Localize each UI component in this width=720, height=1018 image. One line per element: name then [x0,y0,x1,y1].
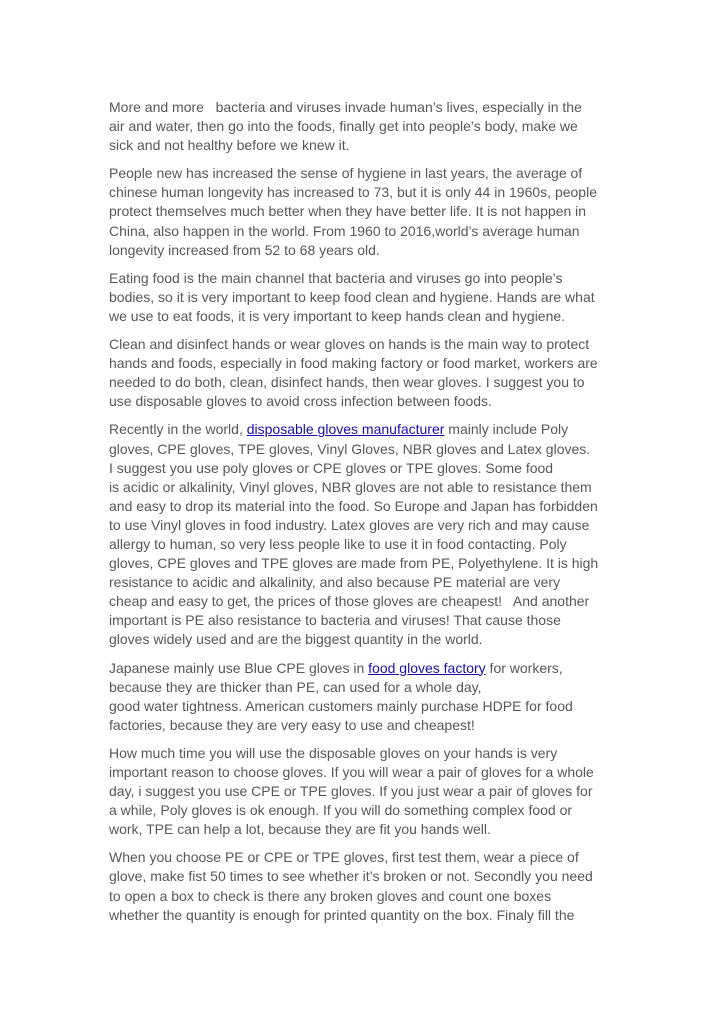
paragraph-5 [109,420,615,649]
text-line: to use Vinyl gloves in food industry. Latex gloves are very rich and may cause [109,516,590,533]
text-line: work, TPE can help a lot, because they are fit you hands well. [109,821,491,838]
text-line: use disposable gloves to avoid cross infection between foods. [109,393,492,410]
text-line: sick and not healthy before we knew it. [109,137,350,154]
text-line: is acidic or alkalinity, Vinyl gloves, NBR gloves are not able to resistance them [109,478,592,495]
text-line: protect themselves much better when they have better life. It is not happen in [109,203,587,220]
text-line: gloves widely used and are the biggest quantity in the world. [109,631,483,648]
text-line: allergy to human, so very less people like to use it in food contacting. Poly [109,535,567,552]
text-line: because they are thicker than PE, can used for a whole day, [109,678,482,695]
text-segment: Recently in the world, [109,421,247,438]
text-line-with-link [109,420,615,439]
text-line: needed to do both, clean, disinfect hands, then wear gloves. I suggest you to [109,374,585,391]
text-segment: Japanese mainly use Blue CPE gloves in [109,659,369,676]
text-segment: mainly include Poly [444,421,569,438]
text-line: Clean and disinfect hands or wear gloves on hands is the main way to protect [109,336,590,353]
text-line: hands and foods, especially in food making factory or food market, workers are [109,355,598,372]
text-line-with-link [109,659,615,678]
text-line: How much time you will use the disposable gloves on your hands is very [109,744,558,761]
text-line: resistance to acidic and alkalinity, and also because PE material are very [109,574,561,591]
text-line: to open a box to check is there any broken gloves and count one boxes [109,887,552,904]
text-line: I suggest you use poly gloves or CPE gloves or TPE gloves. Some food [109,459,554,476]
paragraph-1 [109,98,615,155]
text-line: cheap and easy to get, the prices of those gloves are cheapest! And another [109,593,590,610]
text-line: More and more bacteria and viruses invade human’s lives, especially in the [109,99,582,115]
text-line: bodies, so it is very important to keep food clean and hygiene. Hands are what [109,288,595,305]
paragraph-6 [109,659,615,735]
text-line: day, i suggest you use CPE or TPE gloves. If you just wear a pair of gloves for [109,783,593,800]
text-line: whether the quantity is enough for printed quantity on the box. Finaly fill the [109,906,575,923]
text-line: important is PE also resistance to bacteria and viruses! That cause those [109,612,561,629]
text-line: good water tightness. American customers mainly purchase HDPE for food [109,697,573,714]
text-line: gloves, CPE gloves, TPE gloves, Vinyl Gloves, NBR gloves and Latex gloves. [109,440,591,457]
text-line: factories, because they are very easy to use and cheapest! [109,716,475,733]
text-line: When you choose PE or CPE or TPE gloves, first test them, wear a piece of [109,849,579,866]
text-line: we use to eat foods, it is very important to keep hands clean and hygiene. [109,307,566,324]
text-line: important reason to choose gloves. If you will wear a pair of gloves for a whole [109,764,594,780]
disposable-gloves-manufacturer-link[interactable]: disposable gloves manufacturer [246,421,445,438]
paragraph-2 [109,164,615,259]
paragraph-7 [109,744,615,839]
document-body [109,98,615,934]
text-line: Eating food is the main channel that bacteria and viruses go into people’s [109,269,563,286]
text-segment: for workers, [485,659,563,676]
text-line: China, also happen in the world. From 1960 to 2016,world’s average human [109,222,580,239]
paragraph-4 [109,335,615,411]
paragraph-8 [109,848,615,924]
text-line: chinese human longevity has increased to 73, but it is only 44 in 1960s, people [109,184,597,201]
food-gloves-factory-link[interactable]: food gloves factory [368,659,486,676]
text-line: gloves, CPE gloves and TPE gloves are made from PE, Polyethylene. It is high [109,555,599,572]
text-line: glove, make fist 50 times to see whether it’s broken or not. Secondly you need [109,868,593,885]
text-line: air and water, then go into the foods, finally get into people’s body, make we [109,118,578,135]
text-line: People new has increased the sense of hygiene in last years, the average of [109,165,583,182]
text-line: longevity increased from 52 to 68 years old. [109,241,380,258]
paragraph-3 [109,269,615,326]
text-line: a while, Poly gloves is ok enough. If you will do something complex food or [109,802,573,819]
text-line: and easy to drop its material into the food. So Europe and Japan has forbidden [109,497,598,514]
